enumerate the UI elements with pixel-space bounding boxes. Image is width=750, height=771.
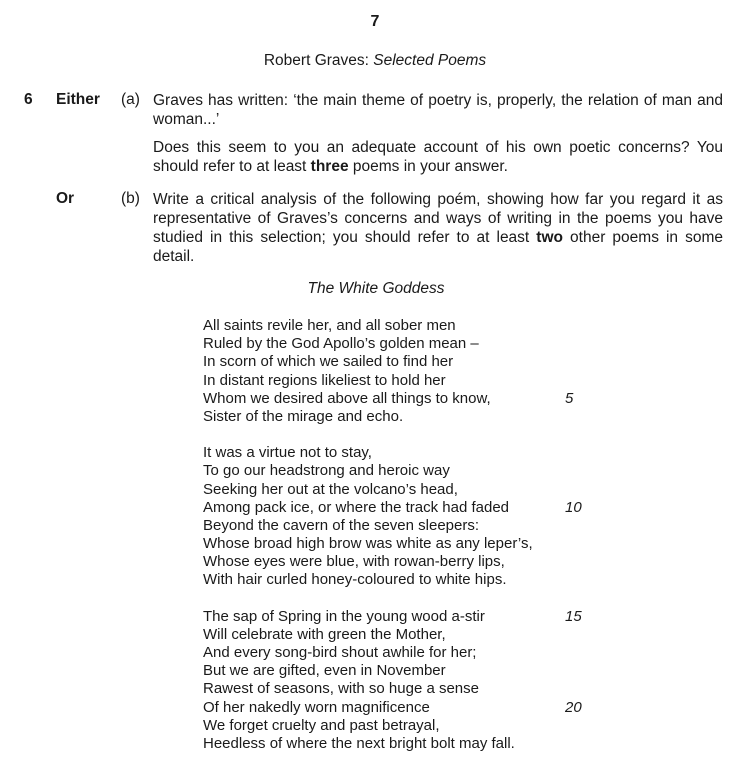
part-a-text: Does this seem to you an adequate account of his own poetic concerns? You should refer to at least [153, 139, 723, 175]
part-a-paragraph-2 [153, 138, 723, 176]
poem-line-text: Will celebrate with green the Mother, [203, 625, 446, 643]
poem-line [203, 353, 603, 371]
section-title [0, 52, 750, 70]
poem-line-text: Beyond the cavern of the seven sleepers: [203, 516, 480, 534]
poem-line [203, 608, 603, 626]
page-number: 7 [370, 13, 380, 30]
or-label: Or [56, 190, 75, 207]
poem-line-text: All saints revile her, and all sober men [203, 317, 456, 334]
poem-line-text: In distant regions likeliest to hold her [203, 371, 446, 389]
question-number: 6 [24, 91, 33, 108]
poem-line-text: Of her nakedly worn magnificence [203, 698, 430, 716]
line-number: 10 [565, 498, 582, 516]
poem-line-text: Sister of the mirage and echo. [203, 407, 404, 425]
poem-stanza [203, 444, 603, 590]
poem-line [203, 408, 603, 426]
poem-line [203, 372, 603, 390]
poem-line [203, 444, 603, 462]
poem-line-text: The sap of Spring in the young wood a-stir [203, 607, 485, 625]
poem-line [203, 680, 603, 698]
poem-line [203, 335, 603, 353]
poem-line-text: Whom we desired above all things to know, [203, 389, 491, 407]
part-a-paragraph-1: Graves has written: ‘the main theme of poetry is, properly, the relation of man and woman...’ [153, 92, 723, 128]
poem-stanza [203, 317, 603, 426]
part-a-label: (a) [121, 91, 140, 108]
poem [203, 317, 603, 771]
poem-line-text: It was a virtue not to stay, [203, 444, 372, 462]
poem-line [203, 553, 603, 571]
poem-line-text: We forget cruelty and past betrayal, [203, 716, 440, 734]
poem-line [203, 717, 603, 735]
poem-line-text: Among pack ice, or where the track had faded [203, 498, 510, 516]
part-b-text: Write a critical analysis of the following poém, showing how far you regard it as representative of Graves’s concerns and ways of writing in the poems you have studied in this selection; you should refer to at least [153, 191, 723, 246]
poem-line [203, 317, 603, 335]
poem-line [203, 699, 603, 717]
line-number: 15 [565, 607, 582, 625]
poem-line-text: In scorn of which we sailed to find her [203, 353, 454, 371]
poem-line-text: Rawest of seasons, with so huge a sense [203, 680, 479, 698]
part-b-emphasis: two [536, 229, 563, 246]
poem-line-text: Whose broad high brow was white as any leper’s, [203, 535, 533, 553]
poem-title-text: The White Goddess [307, 280, 445, 297]
part-a-emphasis: three [310, 158, 349, 175]
poem-line [203, 390, 603, 408]
poem-line [203, 481, 603, 499]
part-a-body [153, 91, 723, 176]
poem-line [203, 735, 603, 753]
poem-line-text: But we are gifted, even in November [203, 662, 446, 680]
section-title-author: Robert Graves: [263, 52, 374, 69]
part-b-paragraph [153, 190, 723, 266]
poem-line [203, 517, 603, 535]
line-number: 5 [565, 389, 574, 407]
section-title-work: Selected Poems [373, 52, 487, 69]
either-label: Either [56, 91, 100, 108]
poem-line-text: Seeking her out at the volcano’s head, [203, 480, 458, 498]
poem-line [203, 535, 603, 553]
poem-line-text: To go our headstrong and heroic way [203, 462, 450, 480]
line-number: 20 [565, 698, 582, 716]
poem-line-text: And every song-bird shout awhile for her; [203, 644, 477, 661]
part-b-body [153, 190, 723, 266]
poem-line [203, 499, 603, 517]
poem-line-text: Whose eyes were blue, with rowan-berry lips, [203, 553, 505, 571]
poem-line [203, 462, 603, 480]
part-b-text-end: other poems in some detail. [153, 229, 724, 265]
poem-line-text: Heedless of where the next bright bolt may fall. [203, 734, 515, 752]
poem-title [0, 280, 750, 298]
poem-line [203, 571, 603, 589]
poem-line-text: Ruled by the God Apollo’s golden mean – [203, 335, 479, 353]
poem-line [203, 644, 603, 662]
poem-line-text: With hair curled honey-coloured to white hips. [203, 571, 507, 589]
poem-stanza [203, 608, 603, 754]
part-a-text-end: poems in your answer. [348, 158, 508, 175]
poem-line [203, 626, 603, 644]
part-b-label: (b) [121, 190, 140, 207]
poem-line [203, 662, 603, 680]
